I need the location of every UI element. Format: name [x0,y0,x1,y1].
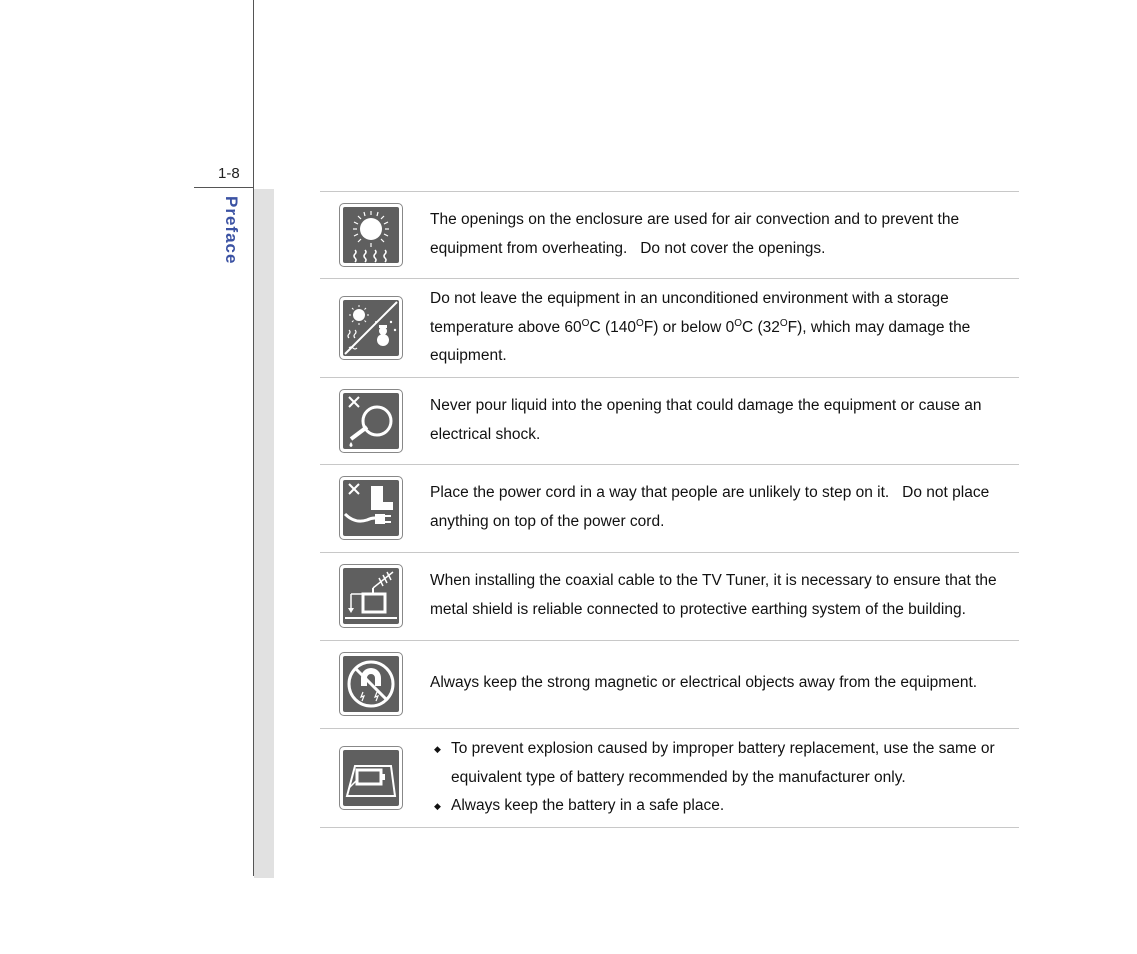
bullet-item: ◆ Always keep the battery in a safe place. [430,792,1015,821]
margin-strip [254,189,274,878]
safety-bullets [430,735,1015,821]
safety-row-liquid [320,377,1019,464]
safety-row-ventilation [320,191,1019,278]
tv-antenna-icon [339,564,403,628]
no-magnet-icon [339,652,403,716]
safety-text: Do not leave the equipment in an unconditioned environment with a storage temperature above $60^OC$ $(140^OF)$ or below $0^OC$ $(32^OF)$, which may damage the equipment. [430,290,971,364]
page-number: 1-8 [218,165,240,182]
degree-mark: O [635,317,644,329]
degree-mark: O [779,317,788,329]
page-number-rule [194,187,254,188]
no-liquid-icon [339,389,403,453]
safety-text: The openings on the enclosure are used for air convection and to prevent the equipment from overheating. Do not cover the openings. [430,211,960,257]
battery-icon [339,746,403,810]
safety-text: When installing the coaxial cable to the TV Tuner, it is necessary to ensure that the metal shield is reliable connected to protective earthing system of the building. [430,572,997,618]
safety-row-battery [320,728,1019,828]
safety-table [320,191,1019,828]
degree-mark: O [581,317,590,329]
temperature-icon [339,296,403,360]
power-cord-icon [339,476,403,540]
safety-text: Never pour liquid into the opening that could damage the equipment or cause an electrical shock. [430,397,982,443]
safety-row-tv-tuner [320,552,1019,640]
safety-row-temperature [320,278,1019,377]
overheating-icon [339,203,403,267]
section-label: Preface [222,196,241,265]
safety-row-power-cord [320,464,1019,552]
safety-row-magnetic [320,640,1019,728]
bullet-item: ◆ To prevent explosion caused by improper battery replacement, use the same or equivalent type of battery recommended by the manufacturer only. [430,735,1015,792]
safety-text: Always keep the strong magnetic or electrical objects away from the equipment. [430,674,978,691]
degree-mark: O [734,317,742,329]
safety-text: Place the power cord in a way that people are unlikely to step on it. Do not place anything on top of the power cord. [430,484,990,530]
